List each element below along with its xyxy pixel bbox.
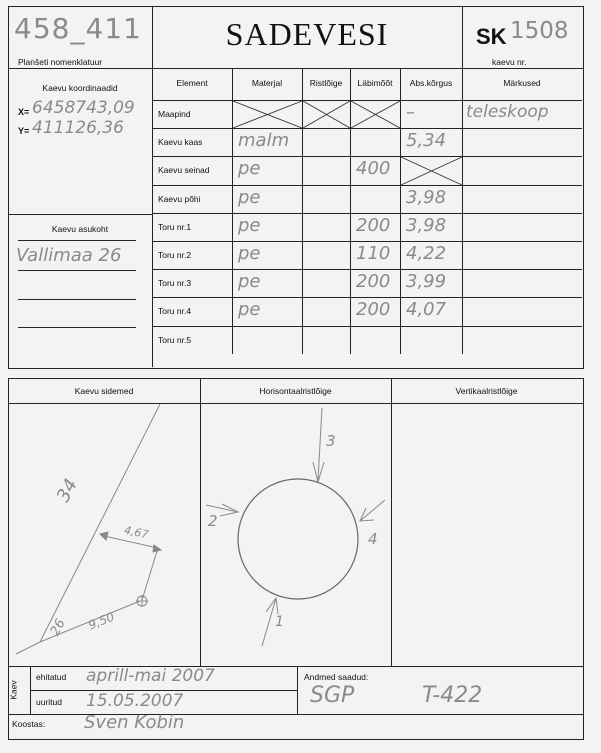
page-title: SADEVESI: [225, 16, 389, 52]
header-divider: [462, 6, 463, 68]
table-cell-element: Toru nr.5: [158, 334, 192, 345]
table-cell-material: pe: [238, 186, 261, 208]
table-column-line: [400, 68, 401, 354]
dim-34: 34: [52, 475, 83, 506]
location-underline: [18, 327, 136, 328]
data-source-label: Andmed saadud:: [304, 672, 369, 682]
coords-y-label: Y=: [18, 126, 30, 136]
author-value: Sven Kobin: [84, 712, 185, 733]
table-row-line: [152, 128, 582, 129]
sketch-header-line: [8, 403, 583, 404]
well-number: 1508: [510, 18, 569, 44]
table-cell-material: pe: [238, 271, 261, 293]
table-header-notes: Märkused: [503, 78, 541, 88]
table-cell-element: Kaevu kaas: [158, 137, 203, 148]
nomenclature-label: Planšeti nomenklatuur: [18, 57, 103, 67]
sketch-divider: [391, 378, 392, 666]
table-row-line: [152, 241, 582, 242]
table-cell-material: pe: [238, 243, 261, 264]
table-cell-element: Maapind: [158, 109, 191, 119]
table-cell-material: pe: [238, 299, 261, 321]
location-label: Kaevu asukoht: [51, 224, 109, 234]
table-cell-material: pe: [238, 158, 261, 180]
coords-label: Kaevu koordinaadid: [42, 83, 118, 93]
well-label: kaevu nr.: [492, 57, 527, 67]
table-cell-diameter: 200: [356, 214, 391, 236]
table-column-line: [350, 68, 351, 354]
location-underline: [18, 240, 136, 241]
table-header-material: Materjal: [251, 78, 283, 88]
built-value: aprill-mai 2007: [86, 666, 215, 686]
left-column-divider: [152, 68, 153, 367]
table-cell-element: Toru nr.3: [158, 278, 192, 289]
nomenclature-value: 458_411: [14, 12, 142, 45]
table-cell-height: 4,22: [406, 243, 447, 264]
coords-y-value: 411126,36: [32, 118, 124, 138]
pipe-label-2: 2: [208, 512, 218, 530]
coords-x-label: X=: [18, 107, 30, 117]
table-column-line: [302, 68, 303, 354]
table-header-cross-section: Ristlõige: [309, 78, 343, 88]
table-cell-material: malm: [238, 130, 290, 152]
table-header-abs-height: Abs.kõrgus: [409, 78, 453, 88]
data-source-value-1: SGP: [310, 683, 355, 708]
table-cell-height: 3,98: [406, 186, 447, 208]
table-cell-height: 3,99: [406, 271, 447, 293]
table-cell-element: Toru nr.1: [158, 221, 192, 232]
table-cell-height: 4,07: [406, 299, 447, 321]
sketch-label-connections: Kaevu sidemed: [74, 386, 134, 396]
table-column-line: [232, 68, 233, 354]
table-cell-diameter: 200: [356, 299, 391, 321]
table-header-element: Element: [176, 78, 208, 88]
data-source-value-2: T-422: [422, 683, 483, 708]
location-top-line: [8, 214, 152, 215]
table-header-diameter: Läbimõõt: [357, 78, 393, 88]
table-cell-height: –: [406, 102, 415, 123]
sketch-label-horizontal: Horisontaalristlõige: [259, 386, 332, 396]
dim-950: 9,50: [86, 609, 117, 633]
table-cell-diameter: 200: [356, 271, 391, 293]
surveyed-label: uuritud: [36, 697, 62, 707]
built-label: ehitatud: [36, 672, 67, 682]
sketch-divider: [200, 378, 201, 666]
table-row-line: [152, 269, 582, 270]
surveyed-value: 15.05.2007: [86, 691, 184, 711]
location-value: Vallimaa 26: [16, 245, 122, 266]
table-row-line: [152, 156, 582, 157]
table-row-line: [152, 100, 582, 101]
table-row-line: [152, 297, 582, 298]
well-prefix: SK: [476, 24, 507, 49]
table-cell-element: Toru nr.2: [158, 250, 192, 260]
pipe-label-1: 1: [275, 614, 284, 630]
table-cell-height: 5,34: [406, 130, 447, 152]
table-cell-diameter: 110: [356, 243, 391, 264]
pipe-label-3: 3: [326, 432, 336, 450]
table-cell-material: pe: [238, 214, 261, 236]
location-underline: [18, 299, 136, 300]
table-cell-height: 3,98: [406, 214, 447, 236]
coords-x-value: 6458743,09: [32, 98, 135, 118]
author-label: Koostas:: [12, 719, 46, 729]
sketch-label-vertical: Vertikaalristlõige: [455, 386, 518, 396]
dim-26: 26: [47, 616, 69, 639]
table-cell-notes: teleskoop: [466, 102, 549, 122]
table-cell-element: Kaevu põhi: [158, 193, 201, 204]
table-cell-element: Toru nr.4: [158, 306, 192, 317]
footer-center-divider: [297, 666, 298, 714]
table-cell-element: Kaevu seinad: [158, 165, 210, 176]
header-bottom-line: [8, 68, 583, 69]
table-row-line: [152, 185, 582, 186]
footer-side-label: Kaev: [8, 680, 19, 700]
table-cell-diameter: 400: [356, 158, 391, 180]
dim-467: 4,67: [122, 523, 150, 542]
pipe-label-4: 4: [368, 530, 378, 548]
table-row-line: [152, 326, 582, 327]
location-underline: [18, 270, 136, 271]
table-column-line: [462, 68, 463, 354]
